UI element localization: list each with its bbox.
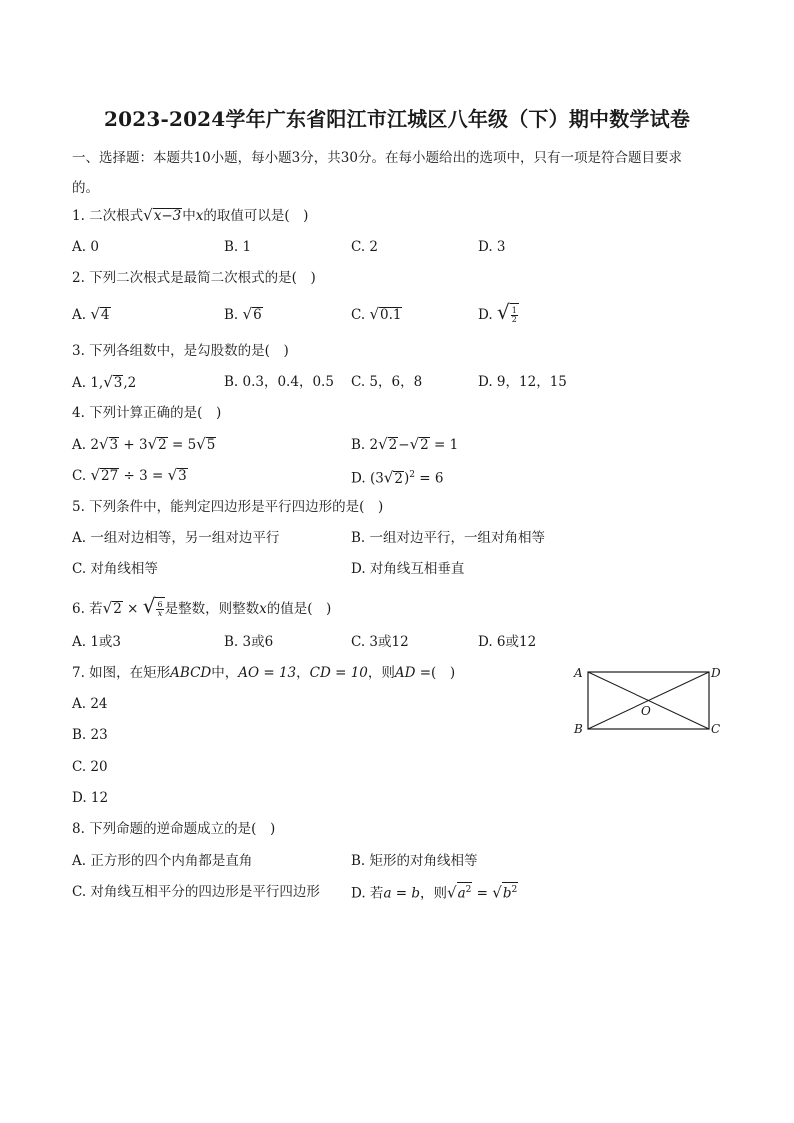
question-1-stem: 1. 二次根式√x−3中x的取值可以是( ): [72, 206, 309, 224]
rectangle-abcd-figure: [568, 660, 728, 742]
question-2-option-b[interactable]: B. √6: [224, 305, 262, 323]
vertex-label-d: D: [711, 666, 721, 680]
question-8-option-d[interactable]: D. 若a = b，则$√a^2 = √b^2$: [351, 883, 518, 902]
question-8-option-c[interactable]: C. 对角线互相平分的四边形是平行四边形: [72, 884, 320, 900]
vertex-label-b: B: [574, 722, 583, 736]
question-6-option-b[interactable]: B. 3或6: [224, 634, 274, 650]
question-4-option-a[interactable]: A. 2√3 + 3√2 = 5√5: [72, 435, 216, 453]
question-8-stem: 8. 下列命题的逆命题成立的是( ): [72, 821, 276, 837]
question-5-stem: 5. 下列条件中，能判定四边形是平行四边形的是( ): [72, 499, 384, 515]
question-6-option-a[interactable]: A. 1或3: [72, 634, 122, 650]
question-3-option-a[interactable]: A. 1,√3,2: [72, 373, 137, 391]
question-7-option-a[interactable]: A. 24: [72, 696, 108, 712]
question-1-option-b[interactable]: B. 1: [224, 239, 252, 255]
question-1-option-c[interactable]: C. 2: [351, 239, 379, 255]
vertex-label-c: C: [711, 722, 721, 736]
question-3-option-b[interactable]: B. 0.3，0.4，0.5: [224, 374, 334, 390]
question-1-option-d[interactable]: D. 3: [478, 239, 506, 255]
question-8-option-a[interactable]: A. 正方形的四个内角都是直角: [72, 853, 253, 869]
question-2-option-d[interactable]: D. √ $\frac{1}{2}$: [478, 300, 517, 324]
question-7-option-d[interactable]: D. 12: [72, 790, 109, 806]
question-4-stem: 4. 下列计算正确的是( ): [72, 405, 222, 421]
question-6-option-d[interactable]: D. 6或12: [478, 634, 537, 650]
question-7-option-c[interactable]: C. 20: [72, 759, 108, 775]
question-3-option-d[interactable]: D. 9，12，15: [478, 374, 567, 390]
question-7-stem: 7. 如图，在矩形ABCD中，AO = 13，CD = 10，则AD =( ): [72, 665, 456, 681]
question-4-option-d[interactable]: D. $(3√2)^2 = 6$: [351, 468, 444, 487]
vertex-label-a: A: [574, 666, 583, 680]
question-7-option-b[interactable]: B. 23: [72, 727, 108, 743]
question-2-stem: 2. 下列二次根式是最简二次根式的是( ): [72, 270, 316, 286]
question-8-option-b[interactable]: B. 矩形的对角线相等: [351, 853, 478, 869]
page-title: 2023-2024学年广东省阳江市江城区八年级（下）期中数学试卷: [103, 107, 691, 131]
question-6-option-c[interactable]: C. 3或12: [351, 634, 409, 650]
question-3-option-c[interactable]: C. 5，6，8: [351, 374, 423, 390]
question-6-stem: 6. 若√2 × √ $\frac{6}{x}$ 是整数，则整数x的值是( ): [72, 594, 332, 618]
question-5-option-c[interactable]: C. 对角线相等: [72, 561, 158, 577]
question-1-option-a[interactable]: A. 0: [72, 239, 99, 255]
question-2-option-c[interactable]: C. √0.1: [351, 305, 402, 323]
question-2-option-a[interactable]: A. √4: [72, 305, 110, 323]
question-4-option-b[interactable]: B. 2√2−√2 = 1: [351, 435, 459, 453]
center-label-o: O: [641, 704, 651, 718]
question-4-option-c[interactable]: C. √27 ÷ 3 = √3: [72, 466, 187, 484]
question-5-option-d[interactable]: D. 对角线互相垂直: [351, 561, 465, 577]
question-5-option-a[interactable]: A. 一组对边相等，另一组对边平行: [72, 530, 280, 546]
section-intro: 一、选择题：本题共10小题，每小题3分，共30分。在每小题给出的选项中，只有一项是符合题目要求 的。: [72, 150, 682, 196]
question-3-stem: 3. 下列各组数中，是勾股数的是( ): [72, 343, 289, 359]
question-5-option-b[interactable]: B. 一组对边平行，一组对角相等: [351, 530, 546, 546]
